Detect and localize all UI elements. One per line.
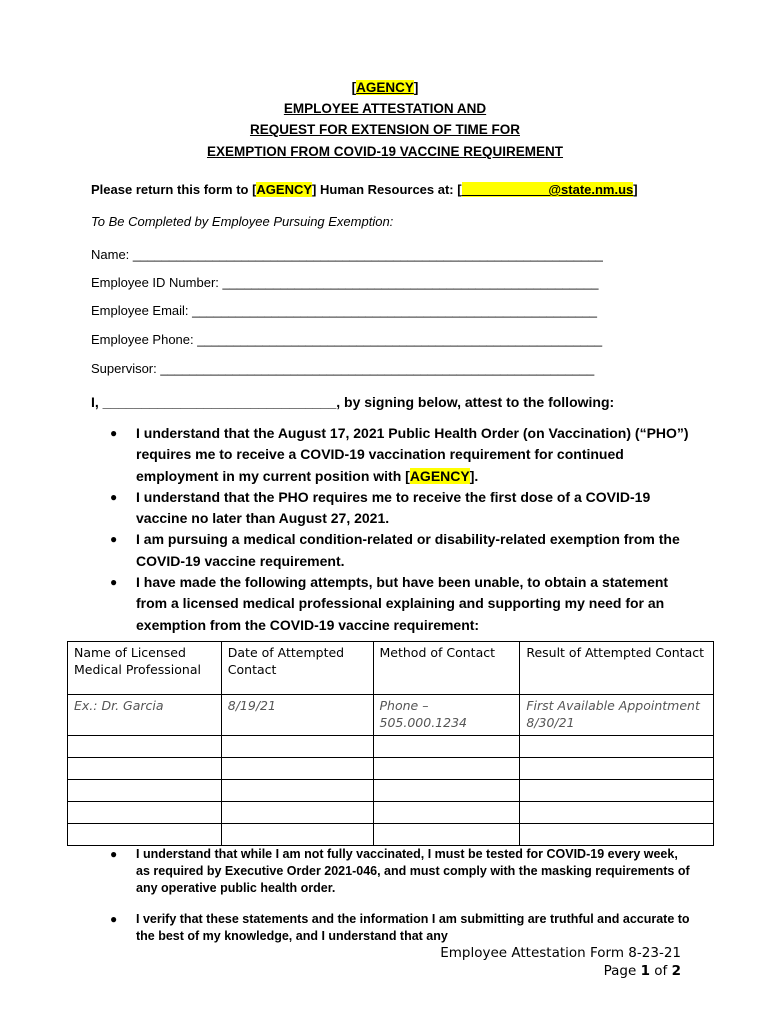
example-professional: Ex.: Dr. Garcia xyxy=(68,695,222,736)
employee-email-field[interactable] xyxy=(91,302,597,320)
field-line[interactable]: ________________________________________________________ xyxy=(197,332,603,347)
table-cell[interactable] xyxy=(221,758,373,780)
table-cell[interactable] xyxy=(520,780,714,802)
field-label: Employee Phone: xyxy=(91,332,198,347)
table-cell[interactable] xyxy=(68,780,222,802)
bullet-text: I am pursuing a medical condition-related or disability-related exemption from the COVID-19 vaccine requirement. xyxy=(136,531,680,569)
agency-header xyxy=(0,79,770,97)
agency-placeholder: AGENCY xyxy=(356,80,414,95)
return-prefix: Please return this form to [ xyxy=(91,182,257,197)
of-word: of xyxy=(649,963,672,979)
field-line[interactable]: _________________________________________________________________ xyxy=(132,247,603,262)
return-suffix: ] xyxy=(633,182,638,197)
table-cell[interactable] xyxy=(520,802,714,824)
table-cell[interactable] xyxy=(68,758,222,780)
table-cell[interactable] xyxy=(373,758,520,780)
hr-email: ____________@state.nm.us xyxy=(461,182,634,197)
table-cell[interactable] xyxy=(221,802,373,824)
title-line-1: EMPLOYEE ATTESTATION AND xyxy=(283,101,487,116)
field-label: Name: xyxy=(91,247,133,262)
bullet-text: I understand that the PHO requires me to receive the first dose of a COVID-19 vaccine no later than August 27, 2021. xyxy=(136,488,651,527)
bullet-text: I understand that while I am not fully vaccinated, I must be tested for COVID-19 every week, as required by Executive Order 2021-046, and must comply with the masking requirements of any operative public health order. xyxy=(136,847,690,895)
table-cell[interactable] xyxy=(68,824,222,846)
bullet-icon: ● xyxy=(110,426,118,440)
table-cell[interactable] xyxy=(373,802,520,824)
table-row xyxy=(68,736,714,758)
table-row xyxy=(68,824,714,846)
page-current: 1 xyxy=(640,963,650,979)
return-instruction xyxy=(91,181,638,199)
attestation-list-continued xyxy=(90,846,690,945)
list-item xyxy=(90,487,690,530)
table-header-row xyxy=(68,642,714,695)
example-method: Phone – 505.000.1234 xyxy=(373,695,520,736)
table-cell[interactable] xyxy=(221,780,373,802)
bullet-text-end: ]. xyxy=(469,467,479,484)
table-cell[interactable] xyxy=(221,736,373,758)
bullet-text: I have made the following attempts, but have been unable, to obtain a statement from a licensed medical professional explaining and supporting my need for an exemption from the COVID-19 vaccine requirement: xyxy=(136,574,669,633)
col-header-professional: Name of Licensed Medical Professional xyxy=(68,642,222,695)
agency-placeholder: AGENCY xyxy=(409,467,470,484)
col-header-date: Date of Attempted Contact xyxy=(221,642,373,695)
list-item xyxy=(90,423,690,487)
name-field[interactable] xyxy=(91,246,603,264)
example-result: First Available Appointment 8/30/21 xyxy=(520,695,714,736)
employee-id-field[interactable] xyxy=(91,274,598,292)
bullet-icon: ● xyxy=(110,575,118,590)
bullet-icon: ● xyxy=(110,532,118,547)
table-row xyxy=(68,758,714,780)
bullet-icon: ● xyxy=(110,489,118,504)
table-cell[interactable] xyxy=(221,824,373,846)
field-label: Employee ID Number: xyxy=(91,275,223,290)
bullet-text: I verify that these statements and the information I am submitting are truthful and accurate to the best of my knowledge, and I understand that any xyxy=(136,912,690,944)
bracket-open: [ xyxy=(351,80,357,95)
table-cell[interactable] xyxy=(68,802,222,824)
return-middle: ] Human Resources at: [ xyxy=(312,182,462,197)
table-row xyxy=(68,802,714,824)
page-total: 2 xyxy=(671,963,681,979)
field-line[interactable]: ____________________________________________________________ xyxy=(160,361,595,376)
col-header-method: Method of Contact xyxy=(373,642,520,695)
table-cell[interactable] xyxy=(520,824,714,846)
example-date: 8/19/21 xyxy=(221,695,373,736)
table-cell[interactable] xyxy=(373,824,520,846)
list-item xyxy=(90,846,690,896)
bracket-close: ] xyxy=(413,80,419,95)
attestation-line: I, ______________________________, by signing below, attest to the following: xyxy=(91,394,615,410)
footer-page-number xyxy=(604,962,681,980)
list-item xyxy=(90,529,690,572)
list-item xyxy=(90,911,690,945)
field-line[interactable]: ____________________________________________________ xyxy=(222,275,599,290)
table-cell[interactable] xyxy=(373,780,520,802)
table-row xyxy=(68,780,714,802)
field-line[interactable]: ________________________________________________________ xyxy=(192,303,598,318)
return-agency: AGENCY xyxy=(256,182,313,197)
title-line-2: REQUEST FOR EXTENSION OF TIME FOR xyxy=(249,122,520,137)
footer-form-name: Employee Attestation Form 8-23-21 xyxy=(440,945,681,961)
list-item xyxy=(90,572,690,636)
employee-subheading: To Be Completed by Employee Pursuing Exemption: xyxy=(91,214,394,229)
employee-phone-field[interactable] xyxy=(91,331,602,349)
supervisor-field[interactable] xyxy=(91,360,594,378)
table-cell[interactable] xyxy=(68,736,222,758)
bullet-icon: ● xyxy=(110,912,118,927)
table-cell[interactable] xyxy=(373,736,520,758)
field-label: Supervisor: xyxy=(91,361,161,376)
field-label: Employee Email: xyxy=(91,303,193,318)
page-word: Page xyxy=(603,963,641,979)
col-header-result: Result of Attempted Contact xyxy=(520,642,714,695)
bullet-text: I understand that the August 17, 2021 Public Health Order (on Vaccination) (“PHO”) requires me to receive a COVID-19 vaccination requirement for continued employment in my current position with [ xyxy=(136,425,689,484)
bullet-icon: ● xyxy=(110,847,118,861)
title-line-3: EXEMPTION FROM COVID-19 VACCINE REQUIREMENT xyxy=(206,144,564,159)
contact-attempts-table xyxy=(67,641,714,846)
table-row-example xyxy=(68,695,714,736)
attestation-list xyxy=(90,423,690,636)
table-cell[interactable] xyxy=(520,758,714,780)
table-cell[interactable] xyxy=(520,736,714,758)
